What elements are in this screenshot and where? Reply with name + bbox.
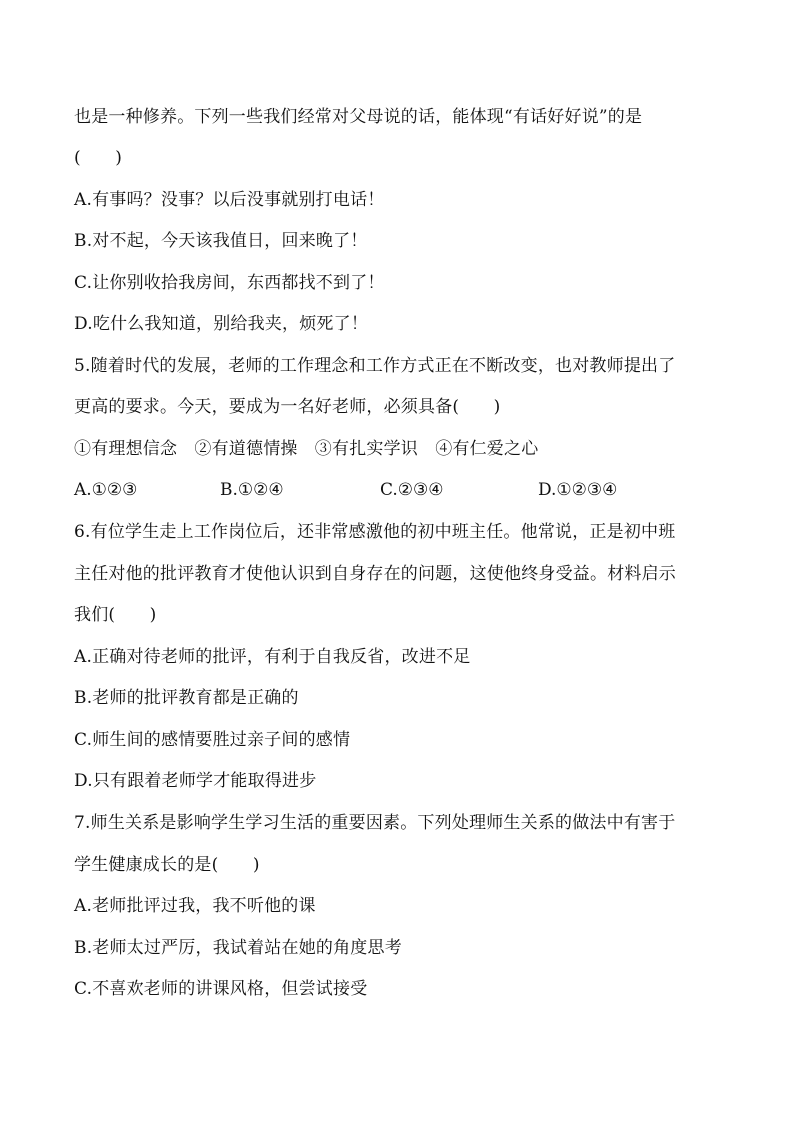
question-5-option-b: B.①②④ [220, 480, 284, 500]
question-4-option-b: B.对不起，今天该我值日，回来晚了！ [74, 231, 368, 251]
question-6-option-a: A.正确对待老师的批评，有利于自我反省，改进不足 [74, 647, 471, 667]
question-6-stem-line-2: 主任对他的批评教育才使他认识到自身存在的问题，这使他终身受益。材料启示 [74, 564, 676, 584]
question-6-option-d: D.只有跟着老师学才能取得进步 [74, 771, 317, 791]
question-7-stem-line-1: 7.师生关系是影响学生学习生活的重要因素。下列处理师生关系的做法中有害于 [74, 813, 676, 833]
question-5-statements: ①有理想信念 ②有道德情操 ③有扎实学识 ④有仁爱之心 [74, 439, 539, 459]
question-6-option-c: C.师生间的感情要胜过亲子间的感情 [74, 730, 351, 750]
question-4-stem-line: 也是一种修养。下列一些我们经常对父母说的话，能体现“有话好好说”的是 [74, 107, 643, 127]
question-6-stem-line-1: 6.有位学生走上工作岗位后，还非常感激他的初中班主任。他常说，正是初中班 [74, 522, 676, 542]
question-4-option-c: C.让你别收拾我房间，东西都找不到了！ [74, 273, 385, 293]
question-4-option-d: D.吃什么我知道，别给我夹，烦死了！ [74, 314, 369, 334]
question-5-option-c: C.②③④ [380, 480, 444, 500]
question-6-stem-line-3: 我们( ) [74, 605, 157, 625]
question-6-option-b: B.老师的批评教育都是正确的 [74, 688, 299, 708]
question-7-option-b: B.老师太过严厉，我试着站在她的角度思考 [74, 938, 402, 958]
question-5-option-a: A.①②③ [74, 480, 138, 500]
question-5-stem-line-2: 更高的要求。今天，要成为一名好老师，必须具备( ) [74, 397, 501, 417]
question-7-option-c: C.不喜欢老师的讲课风格，但尝试接受 [74, 979, 368, 999]
question-5-stem-line-1: 5.随着时代的发展，老师的工作理念和工作方式正在不断改变，也对教师提出了 [74, 356, 676, 376]
question-7-option-a: A.老师批评过我，我不听他的课 [74, 896, 316, 916]
question-4-answer-blank: ( ) [74, 148, 123, 168]
question-7-stem-line-2: 学生健康成长的是( ) [74, 855, 260, 875]
question-4-option-a: A.有事吗？没事？以后没事就别打电话！ [74, 190, 385, 210]
question-5-option-d: D.①②③④ [538, 480, 618, 500]
